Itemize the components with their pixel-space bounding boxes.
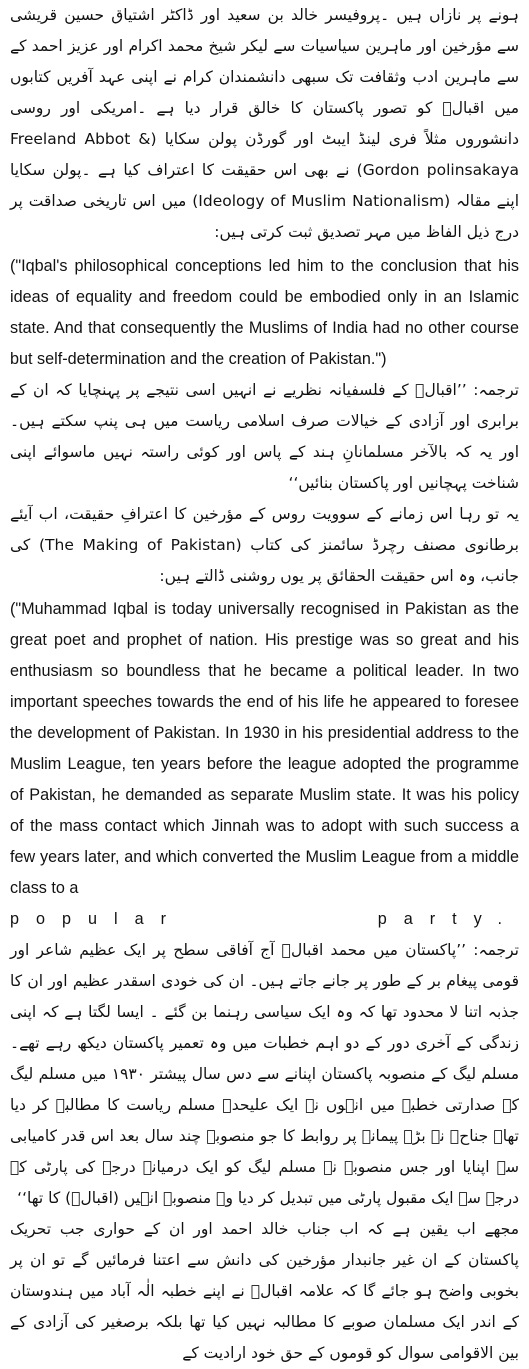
urdu-translation-1: ترجمہ: ’’اقبالؒ کے فلسفیانہ نظریے نے انہیں اسی نتیجے پر پہنچایا کہ ان کے برابری اور آزادی کے خیالات صرف اسلامی ریاست میں ہی پنپ سکتے ہیں۔ اور یہ کہ بالآخر مسلمانانِ ہند کے پاس اور کوئی راستہ نہیں ماسوائے اپنی شناخت پہچانیں اور پاکستان بنائیں‘‘ (10, 381, 519, 492)
english-quote-symonds (10, 594, 519, 904)
english-quote-symonds-body: ("Muhammad Iqbal is today universally recognised in Pakistan as the great poet and prophet of nation. His prestige was so great and his enthusiasm so boundless that he became a political leader. In two important speeches towards the end of his life he appeared to foresee the development of Pakistan. In 1930 in his presidential address to the Muslim League, ten years before the league adopted the programme of Pakistan, he demanded as separate Muslim state. It was his policy of the mass contact which Jinnah was to adopt with such success a few years later, and which converted the Muslim League from a middle class to a (10, 600, 519, 897)
urdu-paragraph-conclusion: مجھے اب یقین ہے کہ اب جناب خالد احمد اور ان کے حواری جب تحریک پاکستان کے ان غیر جانبدار مؤرخین کی دانش سے اعتنا فرمائیں گے تو ان پر بخوبی واضح ہو جائے گا کہ علامہ اقبالؒ نے اپنے خطبہ الٰہ آباد میں ہندوستان کے اندر ایک مسلمان صوبے کا مطالبہ نہیں کیا تھا بلکہ برصغیر کی آزادی کے بین الاقوامی سوال کو قوموں کے حق خود ارادیت کے (10, 1220, 519, 1362)
english-quote-symonds-last-line: popular party. (10, 910, 519, 928)
urdu-translation-2: ترجمہ: ’’پاکستان میں محمد اقبالؒ آج آفاقی سطح پر ایک عظیم شاعر اور قومی پیغام بر کے طور پر جانے جاتے ہیں۔ ان کی خودی اسقدر عظیم اور ان کا جذبہ اتنا لا محدود تھا کہ وہ ایک سیاسی رہنما بن گئے ۔ ایسا لگتا ہے کہ اپنی زندگی کے آخری دور کے دو اہم خطبات میں وہ تعمیر پاکستان دیکھ رہے تھے۔ مسلم لیگ کے منصوبہ پاکستان اپنانے سے دس سال پیشتر ۱۹۳۰ میں مسلم لیگ کے صدارتی خطبے میں انہوں نے ایک علیحدہ مسلم ریاست کا مطالبہ کر دیا تھا۔ جناحؒ نے بڑے پیمانے پر روابط کا جو منصوبہ چند سال بعد اس قدر کامیابی سے اپنایا اور جس منصوبے نے مسلم لیگ کو ایک درمیانے درجے کی پارٹی کے درجے سے ایک مقبول پارٹی میں تبدیل کر دیا وہ منصوبہ انہیں (اقبالؒ) کا تھا‘‘ (10, 941, 519, 1207)
english-quote-polinsakaya: ("Iqbal's philosophical conceptions led him to the conclusion that his ideas of equality and freedom could be embodied only in an Islamic state. And that consequently the Muslims of India had no other course but self-determination and the creation of Pakistan.") (10, 257, 519, 368)
urdu-paragraph-intro: ہونے پر نازاں ہیں ۔پروفیسر خالد بن سعید اور ڈاکٹر اشتیاق حسین قریشی سے مؤرخین اور ماہرین سیاسیات سے لیکر شیخ محمد اکرام اور عزیز احمد کے سے ماہرین ادب وثقافت تک سبھی دانشمندان کرام نے اپنی عہد آفریں کتابوں میں اقبالؒ کو تصور پاکستان کا خالق قرار دیا ہے ۔امریکی اور روسی دانشوروں مثلاً فری لینڈ ایبٹ اور گورڈن پولن سکایا (Freeland Abbot & Gordon polinsakaya) نے بھی اس حقیقت کا اعتراف کیا ہے ۔پولن سکایا اپنے مقالہ (Ideology of Muslim Nationalism) میں اس تاریخی صداقت پر درج ذیل الفاظ میں مہر تصدیق ثبت کرتی ہیں: (10, 6, 520, 241)
urdu-paragraph-symonds: یہ تو رہا اس زمانے کے سوویت روس کے مؤرخین کا اعترافِ حقیقت، اب آیئے برطانوی مصنف رچرڈ سائمنز کی کتاب (The Making of Pakistan) کی جانب، وہ اس حقیقت الحقائق پر یوں روشنی ڈالتے ہیں: (10, 505, 519, 585)
